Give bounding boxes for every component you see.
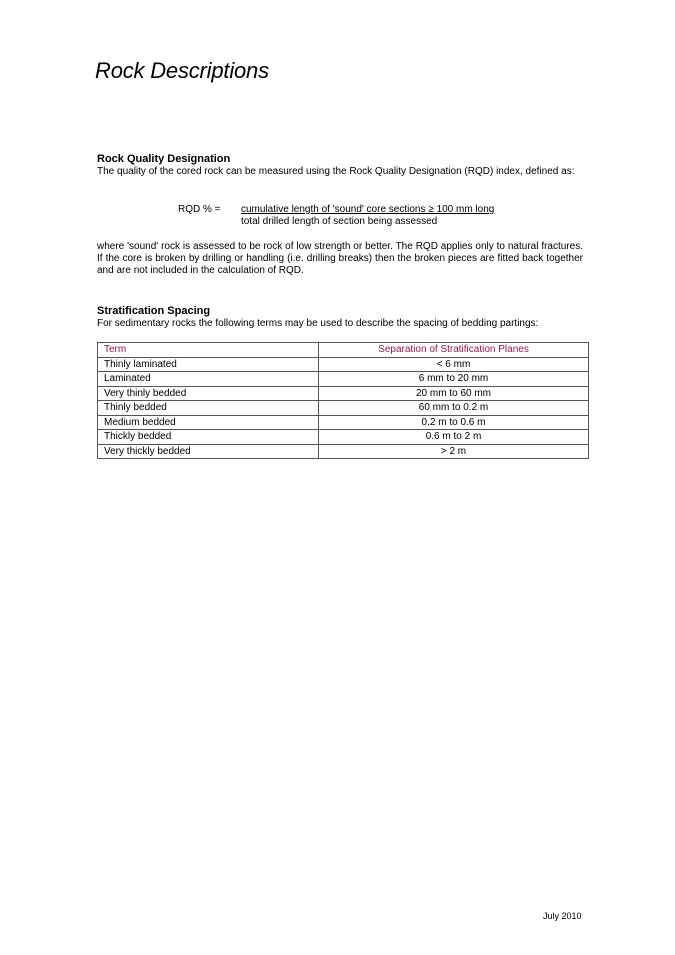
term-cell: Thinly bedded bbox=[98, 401, 319, 416]
separation-cell: 0.6 m to 2 m bbox=[319, 430, 589, 445]
rqd-formula-label: RQD % = bbox=[178, 204, 221, 215]
stratification-heading: Stratification Spacing bbox=[97, 305, 211, 317]
separation-cell: < 6 mm bbox=[319, 357, 589, 372]
term-cell: Very thinly bedded bbox=[98, 386, 319, 401]
term-cell: Medium bedded bbox=[98, 415, 319, 430]
table-row bbox=[98, 372, 589, 387]
rqd-heading: Rock Quality Designation bbox=[97, 153, 231, 165]
table-row bbox=[98, 444, 589, 459]
stratification-table bbox=[97, 342, 589, 459]
rqd-intro: The quality of the cored rock can be measured using the Rock Quality Designation (RQD) index, defined as: bbox=[97, 166, 575, 177]
term-cell: Thinly laminated bbox=[98, 357, 319, 372]
table-row bbox=[98, 401, 589, 416]
footer-date: July 2010 bbox=[543, 911, 582, 921]
column-header-term: Term bbox=[98, 343, 319, 358]
separation-cell: 60 mm to 0.2 m bbox=[319, 401, 589, 416]
rqd-note: where 'sound' rock is assessed to be rock of low strength or better. The RQD applies only to natural fractures. If the core is broken by drilling or handling (i.e. drilling breaks) then the broken pieces are fitted back together and are not included in the calculation of RQD. bbox=[97, 241, 583, 276]
separation-cell: 0.2 m to 0.6 m bbox=[319, 415, 589, 430]
term-cell: Very thickly bedded bbox=[98, 444, 319, 459]
table-row bbox=[98, 357, 589, 372]
separation-cell: 6 mm to 20 mm bbox=[319, 372, 589, 387]
table-row bbox=[98, 430, 589, 445]
term-cell: Laminated bbox=[98, 372, 319, 387]
table-row bbox=[98, 415, 589, 430]
table-header-row bbox=[98, 343, 589, 358]
table-row bbox=[98, 386, 589, 401]
separation-cell: > 2 m bbox=[319, 444, 589, 459]
rqd-numerator: cumulative length of 'sound' core sections ≥ 100 mm long bbox=[241, 204, 495, 215]
page-title: Rock Descriptions bbox=[95, 58, 269, 83]
rqd-denominator: total drilled length of section being assessed bbox=[241, 216, 438, 227]
separation-cell: 20 mm to 60 mm bbox=[319, 386, 589, 401]
stratification-intro: For sedimentary rocks the following terms may be used to describe the spacing of bedding partings: bbox=[97, 318, 539, 329]
term-cell: Thickly bedded bbox=[98, 430, 319, 445]
column-header-separation: Separation of Stratification Planes bbox=[319, 343, 589, 358]
